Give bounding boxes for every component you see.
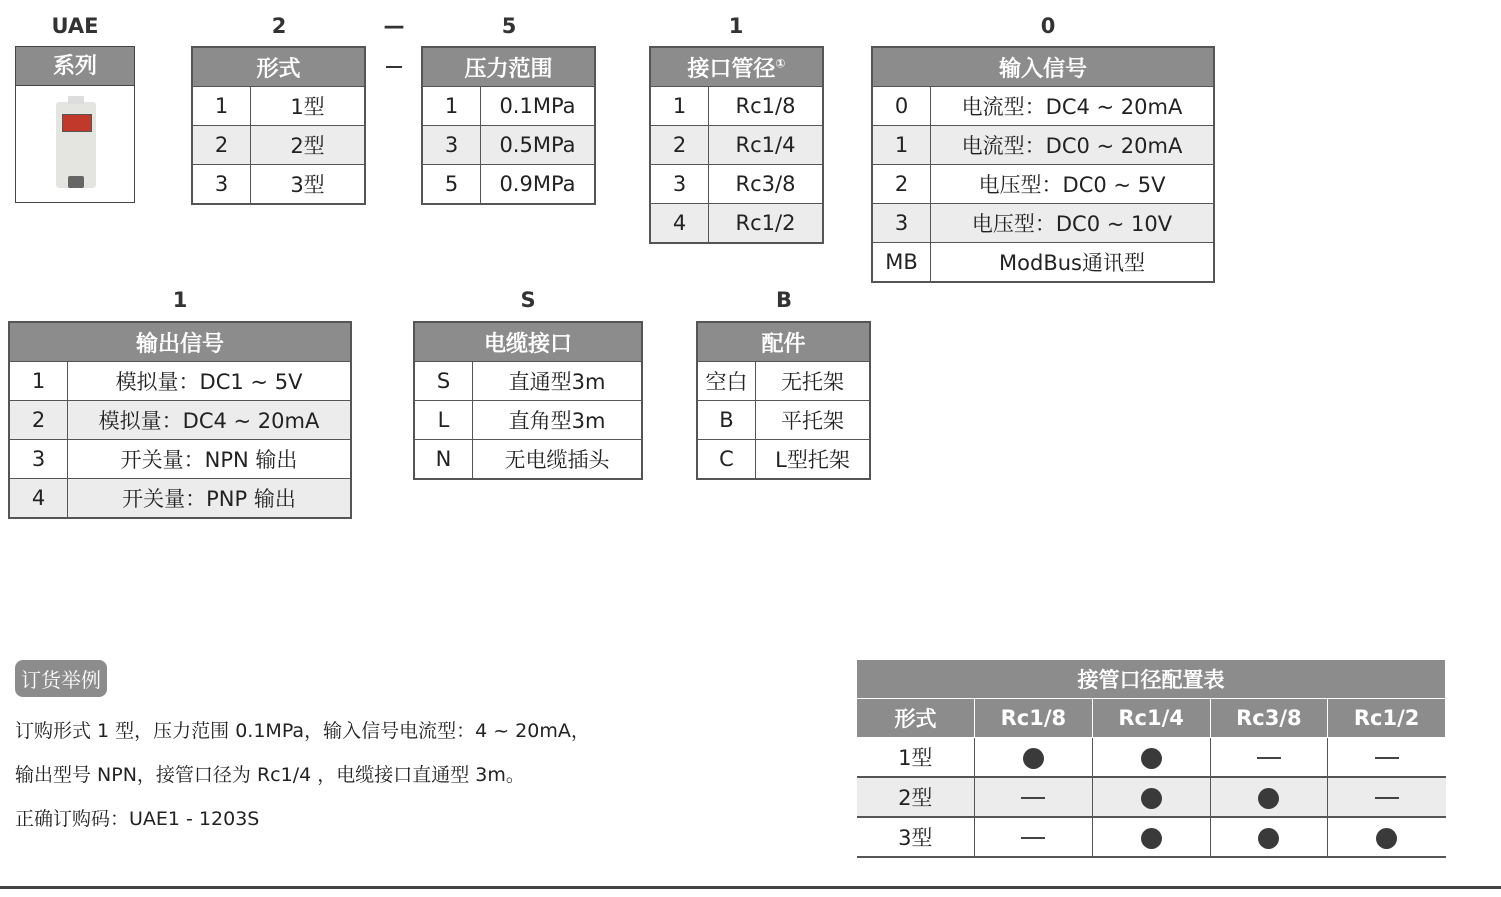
input-code: 3	[872, 204, 931, 243]
pipe-col-header: 形式	[857, 699, 975, 738]
available-dot-icon	[1258, 828, 1279, 849]
form-value: 2型	[251, 126, 366, 165]
unavailable-dash-icon	[1375, 757, 1399, 759]
port-table	[649, 46, 824, 244]
port-header: 接口管径①	[650, 47, 823, 87]
pipe-cell	[1092, 777, 1210, 817]
port-value: Rc1/4	[709, 126, 824, 165]
code-output: 1	[172, 288, 188, 312]
cable-table	[413, 321, 643, 480]
port-note-mark: ①	[775, 56, 786, 71]
accessory-value: 平托架	[756, 401, 871, 440]
output-value: 模拟量：DC4 ~ 20mA	[68, 401, 352, 440]
pipe-cell	[1210, 738, 1328, 778]
input-value: ModBus通讯型	[931, 243, 1215, 283]
cable-value: 直角型3m	[473, 401, 643, 440]
pipe-cell	[975, 817, 1093, 857]
order-example-line2: 输出型号 NPN，接管口径为 Rc1/4 ，电缆接口直通型 3m。	[15, 764, 525, 786]
pipe-cell	[1092, 817, 1210, 857]
available-dot-icon	[1258, 788, 1279, 809]
input-code: MB	[872, 243, 931, 283]
cable-header: 电缆接口	[414, 322, 642, 362]
port-code: 1	[650, 87, 709, 126]
output-code: 3	[9, 440, 68, 479]
available-dot-icon	[1023, 748, 1044, 769]
pressure-table	[421, 46, 596, 205]
unavailable-dash-icon	[1021, 797, 1045, 799]
accessory-code: C	[697, 440, 756, 480]
pipe-cell	[1328, 777, 1446, 817]
code-separator: —	[383, 14, 405, 38]
bottom-rule	[0, 886, 1501, 889]
pressure-value: 0.5MPa	[481, 126, 596, 165]
code-pressure: 5	[501, 14, 517, 38]
code-input: 0	[1040, 14, 1056, 38]
unavailable-dash-icon	[1021, 837, 1045, 839]
available-dot-icon	[1141, 788, 1162, 809]
cable-value: 直通型3m	[473, 362, 643, 401]
pipe-cell	[1328, 817, 1446, 857]
pipe-cell	[1210, 777, 1328, 817]
output-table	[8, 321, 352, 519]
order-example-code: 正确订购码：UAE1 - 1203S	[15, 808, 260, 830]
pipe-cell	[1092, 738, 1210, 778]
form-value: 1型	[251, 87, 366, 126]
unavailable-dash-icon	[1375, 797, 1399, 799]
pipe-col-header: Rc1/8	[975, 699, 1093, 738]
output-code: 4	[9, 479, 68, 519]
available-dot-icon	[1141, 748, 1162, 769]
output-value: 开关量：NPN 输出	[68, 440, 352, 479]
code-port: 1	[728, 14, 744, 38]
separator-dash	[386, 66, 402, 68]
available-dot-icon	[1141, 828, 1162, 849]
pipe-col-header: Rc1/2	[1328, 699, 1446, 738]
cable-code: L	[414, 401, 473, 440]
form-code: 2	[192, 126, 251, 165]
accessory-value: L型托架	[756, 440, 871, 480]
output-header: 输出信号	[9, 322, 351, 362]
port-value: Rc1/2	[709, 204, 824, 244]
output-code: 2	[9, 401, 68, 440]
form-value: 3型	[251, 165, 366, 205]
series-header: 系列	[16, 47, 134, 86]
pipe-row-label: 2型	[857, 777, 975, 817]
output-value: 模拟量：DC1 ~ 5V	[68, 362, 352, 401]
accessory-code: 空白	[697, 362, 756, 401]
code-cable: S	[520, 288, 536, 312]
input-table	[871, 46, 1215, 283]
pipe-table-title: 接管口径配置表	[857, 660, 1446, 699]
port-code: 3	[650, 165, 709, 204]
pipe-cell	[1210, 817, 1328, 857]
pressure-value: 0.9MPa	[481, 165, 596, 205]
port-value: Rc1/8	[709, 87, 824, 126]
accessory-value: 无托架	[756, 362, 871, 401]
form-code: 3	[192, 165, 251, 205]
cable-code: N	[414, 440, 473, 480]
pipe-cell	[1328, 738, 1446, 778]
accessory-header: 配件	[697, 322, 870, 362]
pipe-cell	[975, 777, 1093, 817]
code-form: 2	[271, 14, 287, 38]
pipe-col-header: Rc3/8	[1210, 699, 1328, 738]
order-example-badge: 订货举例	[15, 660, 107, 697]
pressure-code: 5	[422, 165, 481, 205]
output-code: 1	[9, 362, 68, 401]
accessory-table	[696, 321, 871, 480]
cable-code: S	[414, 362, 473, 401]
unavailable-dash-icon	[1257, 757, 1281, 759]
input-value: 电流型：DC4 ~ 20mA	[931, 87, 1215, 126]
input-code: 1	[872, 126, 931, 165]
code-series: UAE	[51, 14, 99, 38]
pipe-row	[857, 738, 1446, 778]
input-value: 电流型：DC0 ~ 20mA	[931, 126, 1215, 165]
input-value: 电压型：DC0 ~ 5V	[931, 165, 1215, 204]
pipe-row-label: 3型	[857, 817, 975, 857]
port-value: Rc3/8	[709, 165, 824, 204]
form-code: 1	[192, 87, 251, 126]
product-image	[16, 86, 134, 202]
available-dot-icon	[1376, 828, 1397, 849]
pressure-code: 3	[422, 126, 481, 165]
output-value: 开关量：PNP 输出	[68, 479, 352, 519]
port-code: 2	[650, 126, 709, 165]
form-table	[191, 46, 366, 205]
pressure-regulator-device	[56, 102, 96, 188]
input-value: 电压型：DC0 ~ 10V	[931, 204, 1215, 243]
input-code: 0	[872, 87, 931, 126]
input-header: 输入信号	[872, 47, 1214, 87]
accessory-code: B	[697, 401, 756, 440]
pipe-config-table	[856, 659, 1446, 858]
form-header: 形式	[192, 47, 365, 87]
pipe-row	[857, 817, 1446, 857]
pressure-header: 压力范围	[422, 47, 595, 87]
pipe-row-label: 1型	[857, 738, 975, 778]
pipe-cell	[975, 738, 1093, 778]
pressure-value: 0.1MPa	[481, 87, 596, 126]
input-code: 2	[872, 165, 931, 204]
series-box	[15, 46, 135, 203]
pipe-col-header: Rc1/4	[1092, 699, 1210, 738]
pipe-row	[857, 777, 1446, 817]
cable-value: 无电缆插头	[473, 440, 643, 480]
pressure-code: 1	[422, 87, 481, 126]
code-accessory: B	[775, 288, 792, 312]
port-code: 4	[650, 204, 709, 244]
order-example-line1: 订购形式 1 型，压力范围 0.1MPa，输入信号电流型：4 ~ 20mA，	[15, 720, 590, 742]
